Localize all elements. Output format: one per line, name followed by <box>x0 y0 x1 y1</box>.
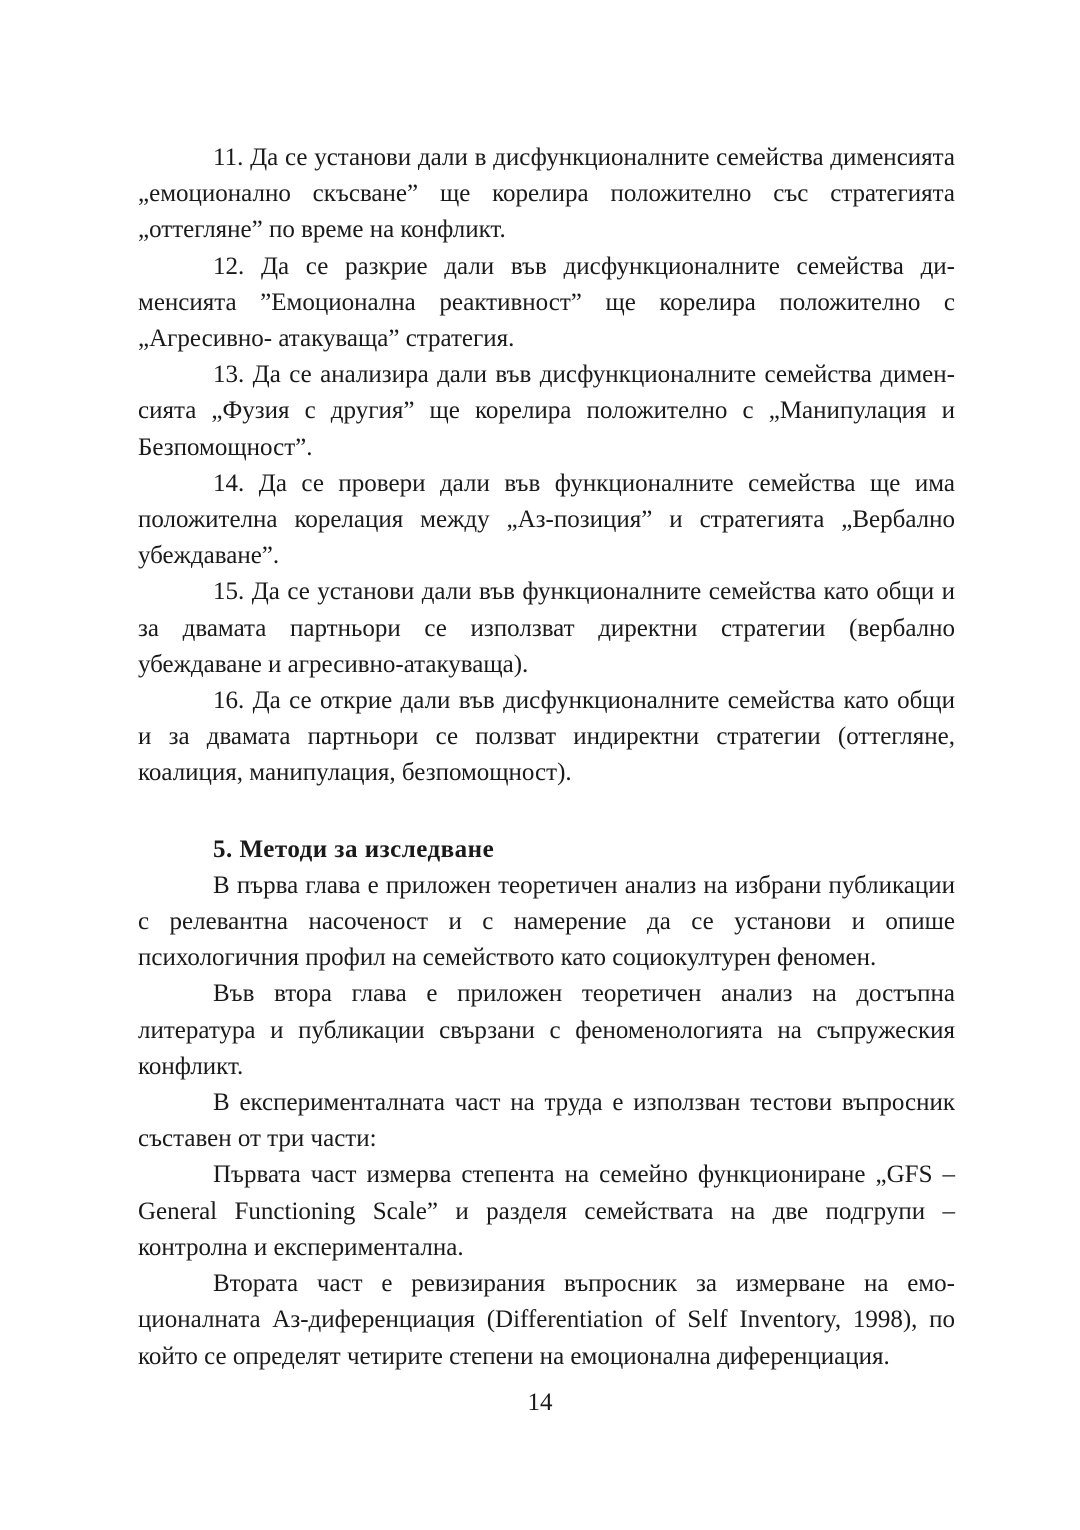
page-number: 14 <box>527 1389 553 1416</box>
methods-paragraph-part-two: Втората част е ревизирания въпросник за измерване на емоционалната Аз-диференциация (Differentiation of Self Inventory, 1998), по който се определят четирите степени на емоционална диференциация. <box>138 1270 955 1370</box>
page-body <box>138 140 955 1375</box>
hypothesis-14: 14. Да се провери дали във функционалните семейства ще има положителна корелация между „Аз-позиция” и стратегията „Вербално убеждаване”. <box>138 469 955 570</box>
hypothesis-16: 16. Да се открие дали във дисфункционалните семейства като общи и за двамата партньори се ползват индиректни стратегии (оттегляне, коалиция, манипулация, безпомощност). <box>138 687 955 787</box>
hypothesis-15: 15. Да се установи дали във функционалните семейства като общи и за двамата партньори се използват директни стратегии (вербално убеждаване и агресивно-атакуваща). <box>138 578 955 678</box>
hypothesis-12: 12. Да се разкрие дали във дисфункционалните семейства дименсията ”Емоционална реактивност” ще корелира положително с „Агресивно- атакуваща” стратегия. <box>138 252 955 353</box>
section-spacer <box>138 792 955 832</box>
methods-paragraph-chapter-two: Във втора глава е приложен теоретичен анализ на достъпна литература и публикации свързани с феноменологията на съпружеския конфликт. <box>138 980 955 1080</box>
hypothesis-11: 11. Да се установи дали в дисфункционалните семейства дименсията „емоционално скъсване” ще корелира положително със стратегията „оттегляне” по време на конфликт. <box>138 144 955 244</box>
methods-paragraph-experimental: В експерименталната част на труда е използван тестови въпросник съставен от три части: <box>138 1089 955 1153</box>
section-heading-methods: 5. Методи за изследване <box>213 835 495 863</box>
methods-paragraph-part-one: Първата част измерва степента на семейно функциониране „GFS – General Functioning Scale” и разделя семействата на две подгрупи – контролна и експериментална. <box>138 1161 955 1261</box>
hypothesis-13: 13. Да се анализира дали във дисфункционалните семейства дименсията „Фузия с другия” ще корелира положително с „Манипулация и Безпомощност”. <box>138 361 955 461</box>
methods-paragraph-chapter-one: В първа глава е приложен теоретичен анализ на избрани публикации с релевантна насоченост и с намерение да се установи и опише психологичния профил на семейството като социокултурен феномен. <box>138 871 955 972</box>
